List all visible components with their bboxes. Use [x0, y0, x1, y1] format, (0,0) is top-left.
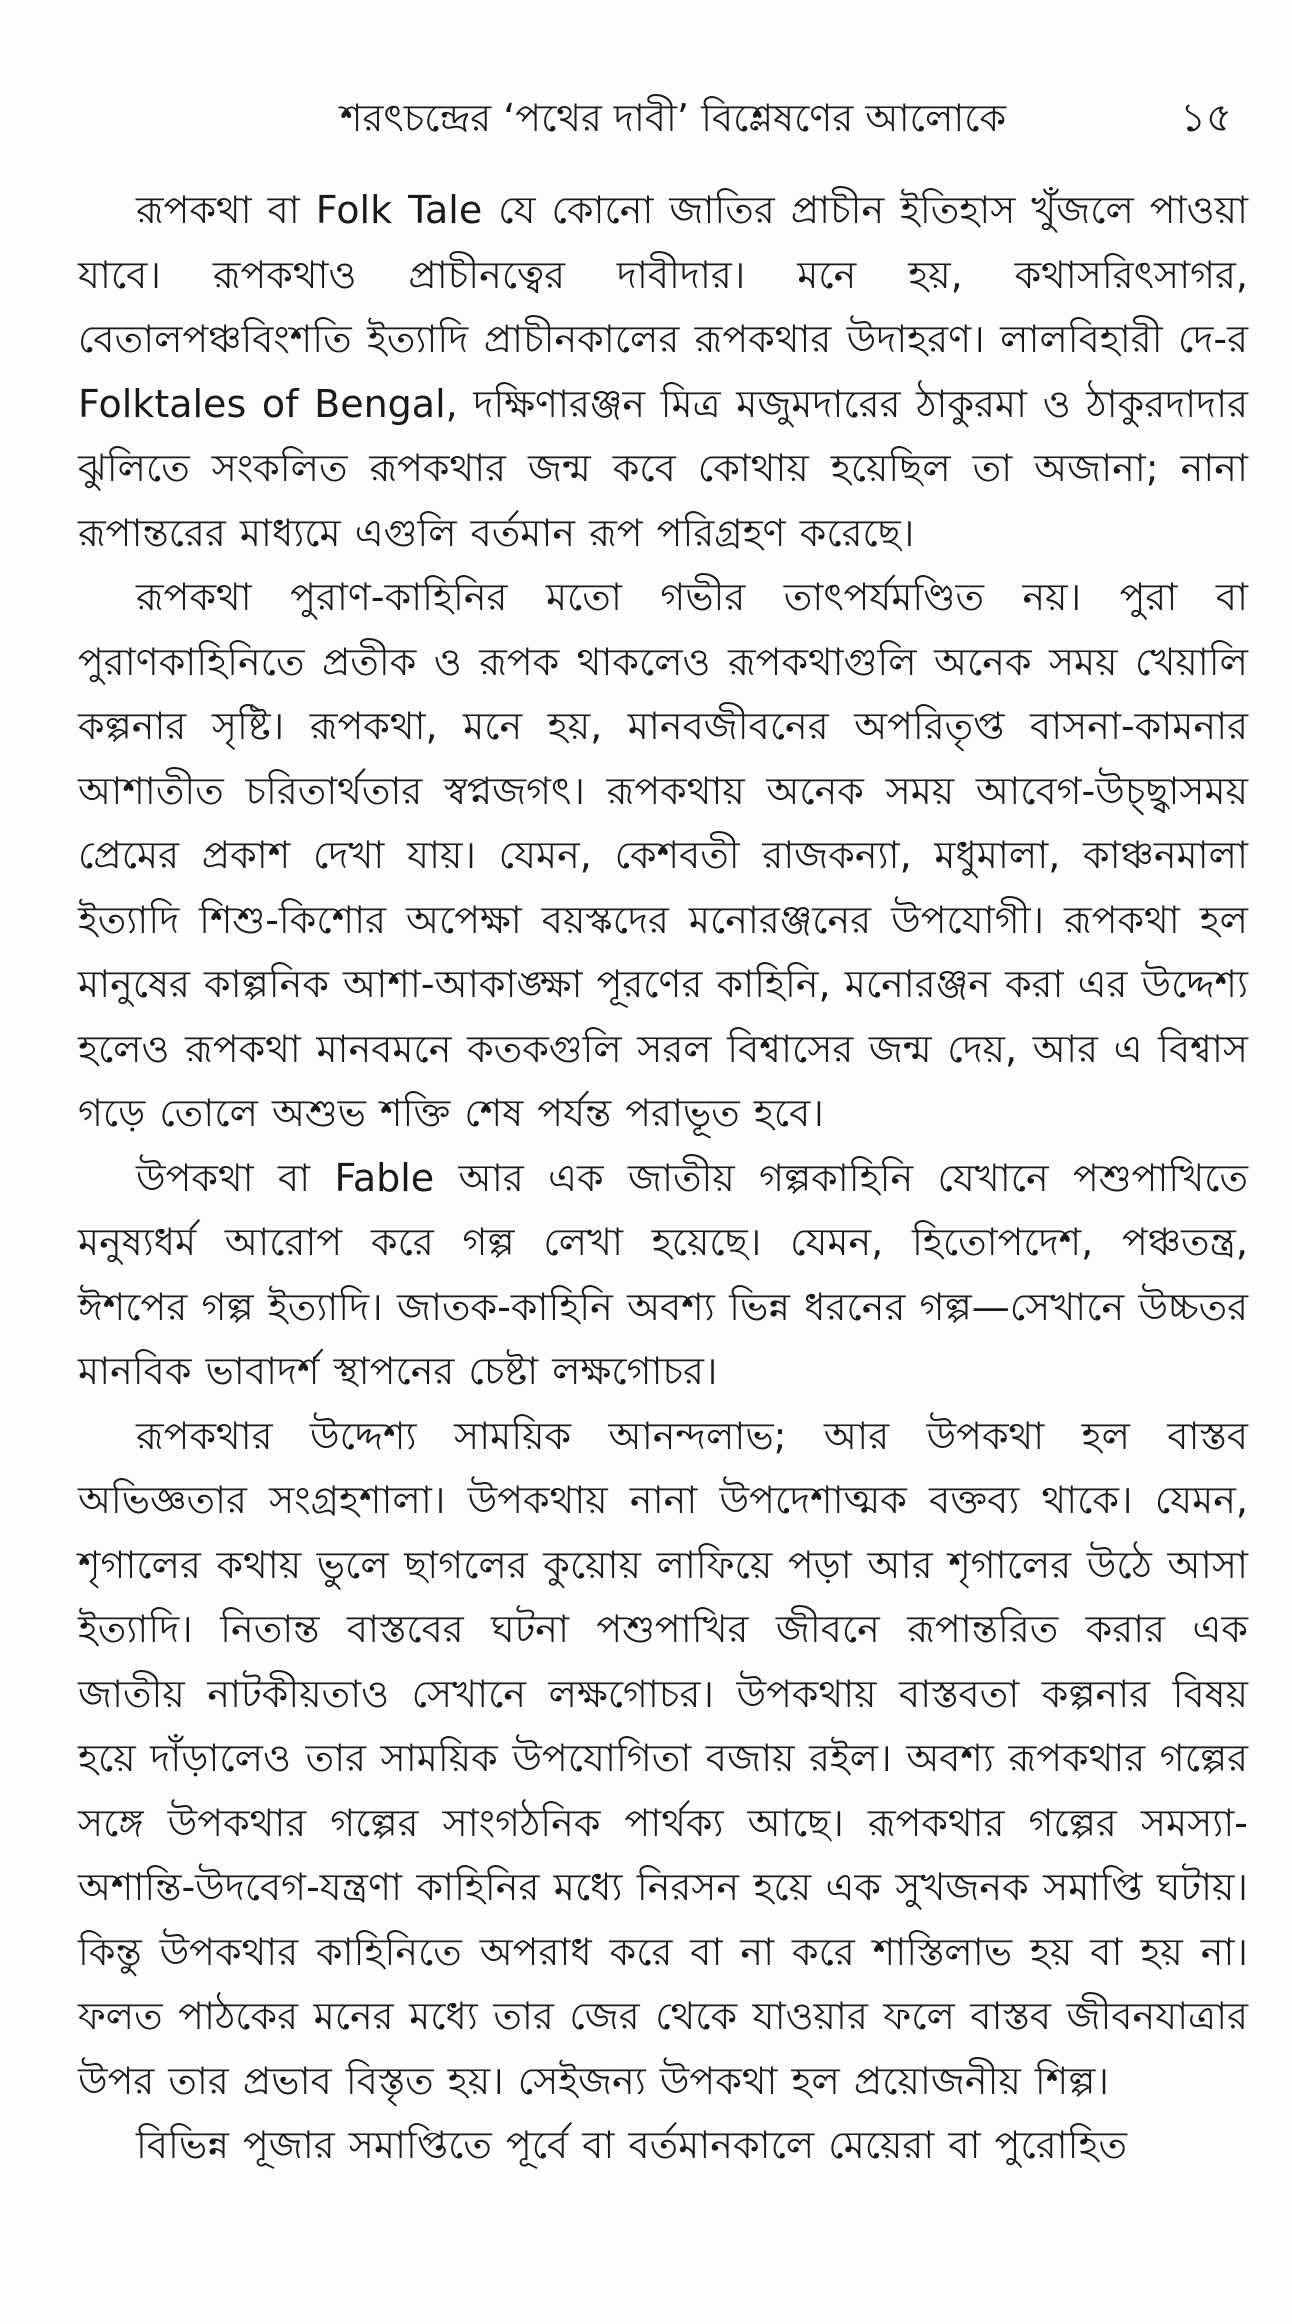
running-header [80, 88, 1250, 148]
paragraph: রূপকথার উদ্দেশ্য সাময়িক আনন্দলাভ; আর উপকথা হল বাস্তব অভিজ্ঞতার সংগ্রহশালা। উপকথায় নানা উপদেশাত্মক বক্তব্য থাকে। যেমন, শৃগালের কথায় ভুলে ছাগলের কুয়োয় লাফিয়ে পড়া আর শৃগালের উঠে আসা ইত্যাদি। নিতান্ত বাস্তবের ঘটনা পশুপাখির জীবনে রূপান্তরিত করার এক জাতীয় নাটকীয়তাও সেখানে লক্ষগোচর। উপকথায় বাস্তবতা কল্পনার বিষয় হয়ে দাঁড়ালেও তার সাময়িক উপযোগিতা বজায় রইল। অবশ্য রূপকথার গল্পের সঙ্গে উপকথার গল্পের সাংগঠনিক পার্থক্য আছে। রূপকথার গল্পের সমস্যা-অশান্তি-উদবেগ-যন্ত্রণা কাহিনির মধ্যে নিরসন হয়ে এক সুখজনক সমাপ্তি ঘটায়। কিন্তু উপকথার কাহিনিতে অপরাধ করে বা না করে শাস্তিলাভ হয় বা হয় না। ফলত পাঠকের মনের মধ্যে তার জের থেকে যাওয়ার ফলে বাস্তব জীবনযাত্রার উপর তার প্রভাব বিস্তৃত হয়। সেইজন্য উপকথা হল প্রয়োজনীয় শিল্প। [78, 1413, 1248, 2103]
body-text [78, 178, 1248, 2178]
paragraph: রূপকথা পুরাণ-কাহিনির মতো গভীর তাৎপর্যমণ্ডিত নয়। পুরা বা পুরাণকাহিনিতে প্রতীক ও রূপক থাকলেও রূপকথাগুলি অনেক সময় খেয়ালি কল্পনার সৃষ্টি। রূপকথা, মনে হয়, মানবজীবনের অপরিতৃপ্ত বাসনা-কামনার আশাতীত চরিতার্থতার স্বপ্নজগৎ। রূপকথায় অনেক সময় আবেগ-উচ্ছ্বাসময় প্রেমের প্রকাশ দেখা যায়। যেমন, কেশবতী রাজকন্যা, মধুমালা, কাঞ্চনমালা ইত্যাদি শিশু-কিশোর অপেক্ষা বয়স্কদের মনোরঞ্জনের উপযোগী। রূপকথা হল মানুষের কাল্পনিক আশা-আকাঙ্ক্ষা পূরণের কাহিনি, মনোরঞ্জন করা এর উদ্দেশ্য হলেও রূপকথা মানবমনে কতকগুলি সরল বিশ্বাসের জন্ম দেয়, আর এ বিশ্বাস গড়ে তোলে অশুভ শক্তি শেষ পর্যন্ত পরাভূত হবে। [78, 575, 1248, 1135]
page-number: ১৫ [1180, 95, 1232, 141]
paragraph: বিভিন্ন পূজার সমাপ্তিতে পূর্বে বা বর্তমানকালে মেয়েরা বা পুরোহিত [136, 2123, 1127, 2167]
paragraph: রূপকথা বা Folk Tale যে কোনো জাতির প্রাচীন ইতিহাস খুঁজলে পাওয়া যাবে। রূপকথাও প্রাচীনত্বের দাবীদার। মনে হয়, কথাসরিৎসাগর, বেতালপঞ্চবিংশতি ইত্যাদি প্রাচীনকালের রূপকথার উদাহরণ। লালবিহারী দে-র Folktales of Bengal, দক্ষিণারঞ্জন মিত্র মজুমদারের ঠাকুরমা ও ঠাকুরদাদার ঝুলিতে সংকলিত রূপকথার জন্ম কবে কোথায় হয়েছিল তা অজানা; নানা রূপান্তরের মাধ্যমে এগুলি বর্তমান রূপ পরিগ্রহণ করেছে। [78, 188, 1248, 555]
running-header-title: শরৎচন্দ্রের ‘পথের দাবী’ বিশ্লেষণের আলোকে [340, 96, 1007, 140]
paragraph: উপকথা বা Fable আর এক জাতীয় গল্পকাহিনি যেখানে পশুপাখিতে মনুষ্যধর্ম আরোপ করে গল্প লেখা হয়েছে। যেমন, হিতোপদেশ, পঞ্চতন্ত্র, ঈশপের গল্প ইত্যাদি। জাতক-কাহিনি অবশ্য ভিন্ন ধরনের গল্প—সেখানে উচ্চতর মানবিক ভাবাদর্শ স্থাপনের চেষ্টা লক্ষগোচর। [78, 1155, 1248, 1393]
